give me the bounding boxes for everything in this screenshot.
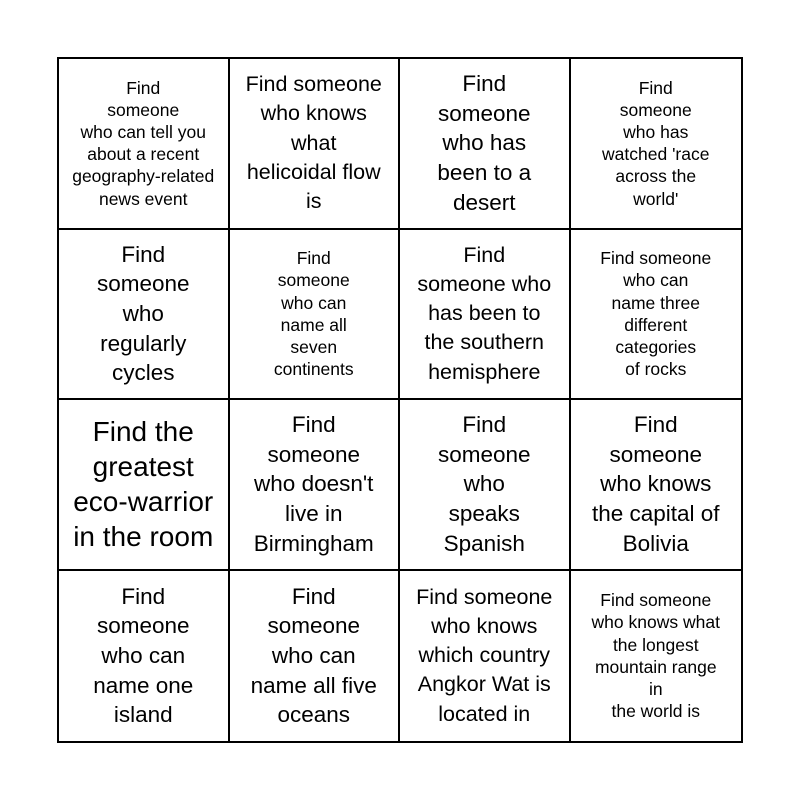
- bingo-cell[interactable]: Find someone who speaks Spanish: [400, 400, 571, 571]
- bingo-cell[interactable]: Find someone who knows which country Angkor Wat is located in: [400, 571, 571, 742]
- bingo-cell[interactable]: Find someone who knows what the longest mountain range in the world is: [591, 590, 720, 722]
- bingo-cell[interactable]: Find someone who can name all seven continents: [230, 230, 401, 401]
- bingo-cell[interactable]: Find someone who can tell you about a recent geography-related news event: [59, 59, 230, 230]
- bingo-cell[interactable]: Find someone who has been to a desert: [400, 59, 571, 230]
- bingo-cell[interactable]: Find someone who can name one island: [59, 571, 230, 742]
- bingo-cell[interactable]: Find the greatest eco-warrior in the room: [59, 400, 230, 571]
- bingo-cell[interactable]: Find someone who doesn't live in Birmingham: [230, 400, 401, 571]
- bingo-cell[interactable]: Find someone who knows what helicoidal flow is: [230, 59, 401, 230]
- bingo-board: [57, 57, 743, 743]
- bingo-cell[interactable]: Find someone who regularly cycles: [59, 230, 230, 401]
- bingo-cell[interactable]: Find someone who can name three different categories of rocks: [571, 230, 742, 401]
- bingo-cell[interactable]: Find someone who knows the capital of Bolivia: [571, 400, 742, 571]
- bingo-cell[interactable]: Find someone who can name all five oceans: [230, 571, 401, 742]
- bingo-cell[interactable]: Find someone who has been to the southern hemisphere: [400, 230, 571, 401]
- bingo-cell[interactable]: Find someone who has watched 'race across the world': [571, 59, 742, 230]
